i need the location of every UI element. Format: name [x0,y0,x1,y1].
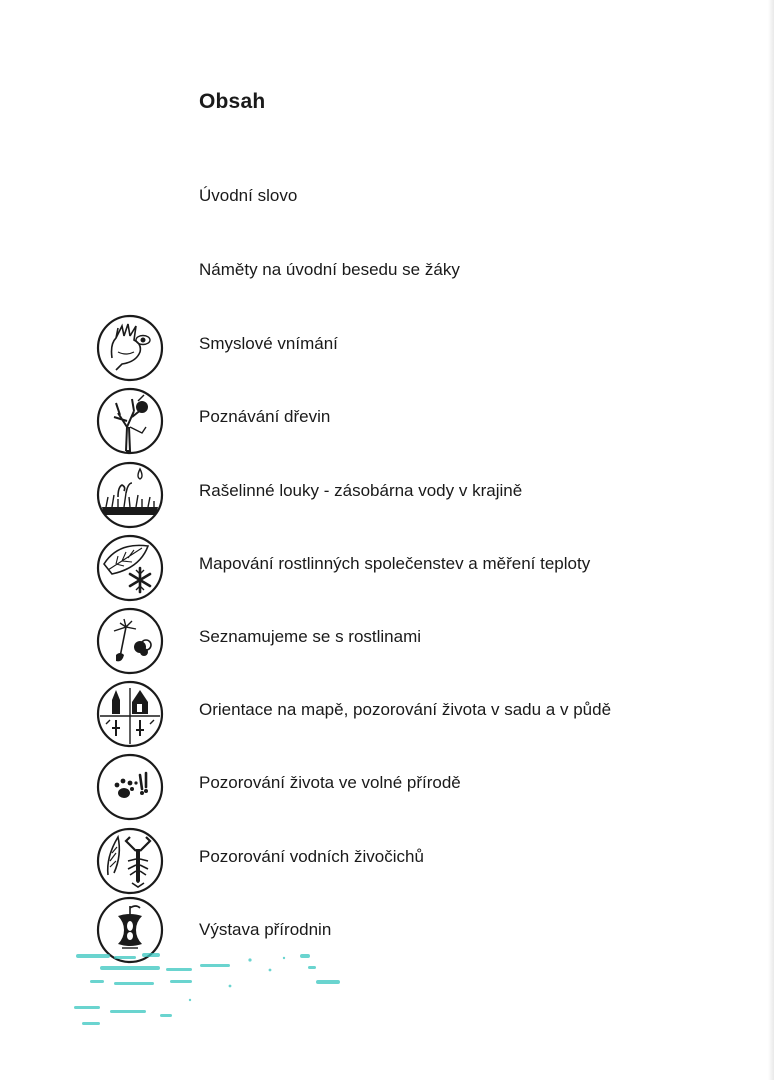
toc-item-smyslove-vnimani [0,314,760,388]
peat-meadow-icon [96,461,164,529]
toc-item-label: Rašelinné louky - zásobárna vody v krajině [199,481,523,500]
hand-eye-icon [96,314,164,382]
leaf-snowflake-icon [96,534,164,602]
toc-item-label: Výstava přírodnin [199,920,332,939]
page-title: Obsah [199,90,266,113]
toc-item-label: Poznávání dřevin [199,407,331,426]
animal-tracks-icon [96,753,164,821]
toc-item-orientace [0,680,760,754]
toc-item-label: Mapování rostlinných společenstev a měření teploty [199,554,591,573]
plant-seed-icon [96,607,164,675]
page-edge [768,0,774,1080]
tree-icon [96,387,164,455]
toc-item-uvodni-slovo [0,186,760,260]
toc-item-pozorovani-zivota [0,753,760,827]
toc-item-label: Náměty na úvodní besedu se žáky [199,260,460,279]
toc-item-seznamujeme [0,607,760,681]
toc-item-label: Seznamujeme se s rostlinami [199,627,422,646]
toc-item-label: Pozorování života ve volné přírodě [199,773,461,792]
toc-item-poznavani-drevin [0,387,760,461]
toc-item-label: Orientace na mapě, pozorování života v sadu a v půdě [199,700,612,719]
map-church-icon [96,680,164,748]
toc-item-label: Pozorování vodních živočichů [199,847,424,866]
toc-item-mapovani [0,534,760,608]
toc-item-label: Smyslové vnímání [199,334,338,353]
toc-item-label: Úvodní slovo [199,186,298,205]
ink-stamp-smudge [70,950,360,1040]
toc-item-raselinne-louky [0,461,760,535]
crayfish-feather-icon [96,827,164,895]
toc-item-vodni-zivocichove [0,827,760,901]
